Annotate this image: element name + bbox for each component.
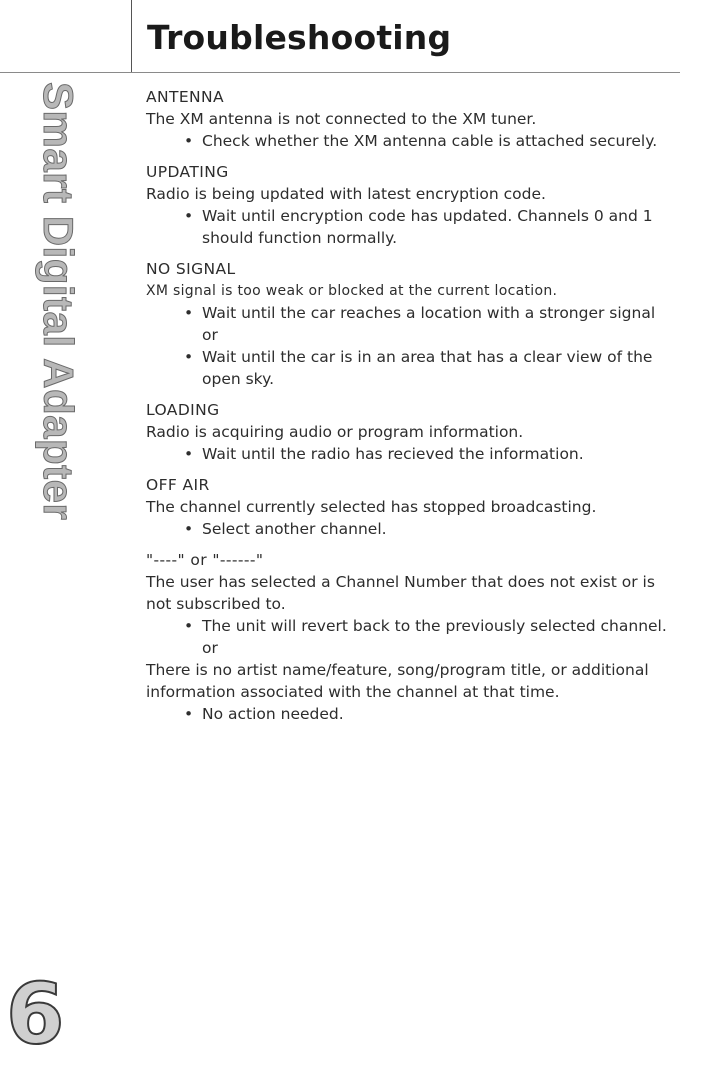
remedy-list [146, 703, 681, 725]
remedy-list [146, 130, 681, 152]
troubleshooting-list [146, 86, 681, 734]
or-separator: or [202, 326, 218, 344]
remedy-list [146, 443, 681, 465]
section-description: The channel currently selected has stopped broadcasting. [146, 498, 597, 516]
section-off-air [146, 474, 681, 540]
remedy-list [146, 302, 681, 390]
section-loading [146, 399, 681, 465]
section-heading: UPDATING [146, 163, 229, 181]
section-dashes [146, 549, 681, 725]
section-description-2: There is no artist name/feature, song/program title, or additional information associated with the channel at that time. [146, 661, 649, 701]
section-description: Radio is being updated with latest encryption code. [146, 185, 546, 203]
section-description: The XM antenna is not connected to the XM tuner. [146, 110, 537, 128]
header-vertical-rule [131, 0, 132, 72]
section-antenna [146, 86, 681, 152]
remedy-list [146, 205, 681, 249]
section-heading: NO SIGNAL [146, 260, 236, 278]
or-separator: or [202, 639, 218, 657]
section-heading: ANTENNA [146, 88, 225, 106]
remedy-item: • Wait until the car reaches a location with a stronger signal [146, 302, 681, 324]
page-title: Troubleshooting [147, 18, 452, 57]
remedy-item: • Wait until the car is in an area that has a clear view of the open sky. [146, 346, 681, 390]
remedy-item: • Check whether the XM antenna cable is attached securely. [146, 130, 681, 152]
section-description: Radio is acquiring audio or program information. [146, 423, 524, 441]
remedy-item: • Wait until encryption code has updated. Channels 0 and 1 should function normally. [146, 205, 681, 249]
page-number: 6 [6, 965, 65, 1063]
section-heading: OFF AIR [146, 476, 210, 494]
side-title: Smart Digital Adapter [35, 82, 82, 521]
remedy-item: • The unit will revert back to the previously selected channel. [146, 615, 681, 637]
section-heading: LOADING [146, 401, 220, 419]
section-no-signal [146, 258, 681, 390]
section-updating [146, 161, 681, 249]
section-heading: "----" or "------" [146, 551, 264, 569]
remedy-list [146, 518, 681, 540]
remedy-item: • Wait until the radio has recieved the information. [146, 443, 681, 465]
section-description: XM signal is too weak or blocked at the current location. [146, 283, 558, 299]
remedy-item: • Select another channel. [146, 518, 681, 540]
remedy-list [146, 615, 681, 659]
section-description: The user has selected a Channel Number that does not exist or is not subscribed to. [146, 573, 655, 613]
header-divider [0, 72, 680, 73]
remedy-item: • No action needed. [146, 703, 681, 725]
